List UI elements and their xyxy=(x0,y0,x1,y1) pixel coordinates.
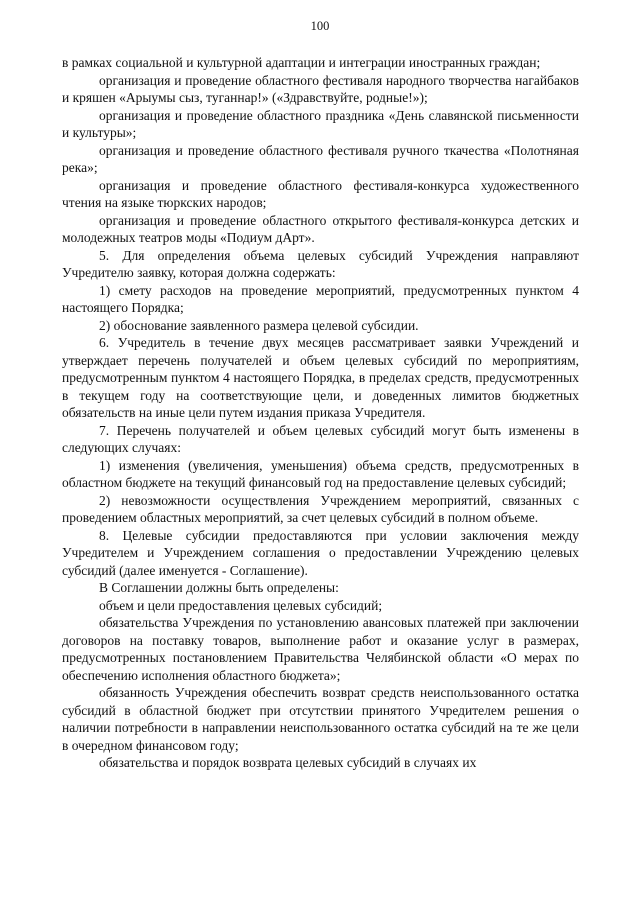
paragraph: 6. Учредитель в течение двух месяцев рассматривает заявки Учреждений и утверждает перечень получателей и объем целевых субсидий по мероприятиям, предусмотренным пунктом 4 настоящего Порядка, в пределах средств, предусмотренных в текущем году на соответствующие цели, и доведенных лимитов бюджетных обязательств на иные цели путем издания приказа Учредителя. xyxy=(62,335,579,420)
paragraph: организация и проведение областного открытого фестиваля-конкурса детских и молодежных театров моды «Подиум дАрт». xyxy=(62,212,579,245)
paragraph: 2) невозможности осуществления Учреждением мероприятий, связанных с проведением областных мероприятий, за счет целевых субсидий в полном объеме. xyxy=(62,492,579,525)
paragraph: 8. Целевые субсидии предоставляются при условии заключения между Учредителем и Учреждением соглашения о предоставлении Учреждению целевых субсидий (далее именуется - Соглашение). xyxy=(62,527,579,578)
paragraph: В Соглашении должны быть определены: xyxy=(99,580,339,595)
document-body xyxy=(62,54,579,772)
paragraph: организация и проведение областного фестиваля-конкурса художественного чтения на языке тюркских народов; xyxy=(62,177,579,210)
paragraph: 1) смету расходов на проведение мероприятий, предусмотренных пунктом 4 настоящего Порядка; xyxy=(62,282,579,315)
paragraph: организация и проведение областного праздника «День славянской письменности и культуры»; xyxy=(62,107,579,140)
paragraph: объем и цели предоставления целевых субсидий; xyxy=(99,597,383,613)
paragraph: 1) изменения (увеличения, уменьшения) объема средств, предусмотренных в областном бюджете на текущий финансовый год на предоставление целевых субсидий; xyxy=(62,457,579,490)
paragraph: организация и проведение областного фестиваля народного творчества нагайбаков и кряшен «Арыумы сыз, туганнар!» («Здравствуйте, родные!»); xyxy=(62,72,579,105)
paragraph: обязательства Учреждения по установлению авансовых платежей при заключении договоров на поставку товаров, выполнение работ и оказание услуг в размерах, предусмотренных постановлением Правительства Челябинской области «О мерах по обеспечению исполнения областного бюджета»; xyxy=(62,615,579,683)
paragraph: обязанность Учреждения обеспечить возврат средств неиспользованного остатка субсидий в областной бюджет при отсутствии принятого Учредителем решения о наличии потребности в направлении неиспользованного остатка субсидий на те же цели в очередном финансовом году; xyxy=(62,685,579,753)
paragraph: обязательства и порядок возврата целевых субсидий в случаях их xyxy=(99,755,477,770)
paragraph: 7. Перечень получателей и объем целевых субсидий могут быть изменены в следующих случаях: xyxy=(62,422,579,455)
paragraph: 2) обоснование заявленного размера целевой субсидии. xyxy=(99,317,419,333)
paragraph: организация и проведение областного фестиваля ручного ткачества «Полотняная река»; xyxy=(62,142,579,175)
paragraph: 5. Для определения объема целевых субсидий Учреждения направляют Учредителю заявку, которая должна содержать: xyxy=(62,247,579,280)
page-number: 100 xyxy=(310,19,330,33)
paragraph: в рамках социальной и культурной адаптации и интеграции иностранных граждан; xyxy=(62,55,541,70)
